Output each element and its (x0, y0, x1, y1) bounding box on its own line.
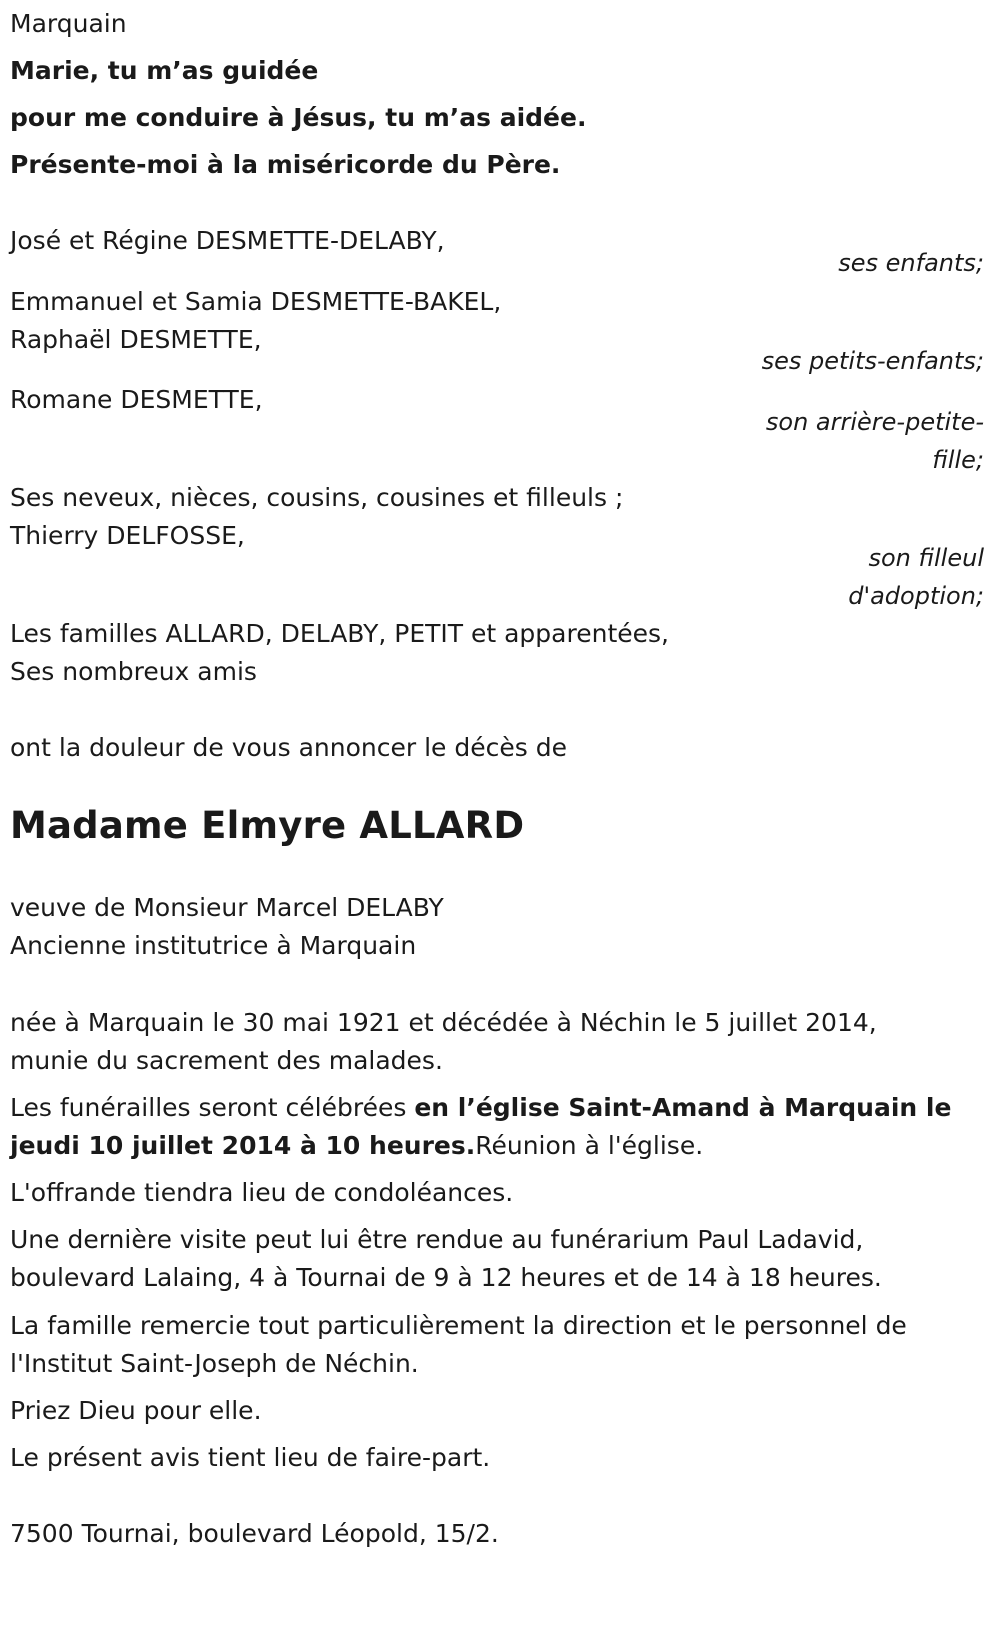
children-role: ses enfants; (838, 249, 984, 277)
pray-line: Priez Dieu pour elle. (10, 1396, 262, 1425)
friends-line: Ses nombreux amis (10, 657, 257, 686)
children-line-1: José et Régine DESMETTE-DELABY, (10, 226, 445, 255)
godson-line: Thierry DELFOSSE, (10, 521, 245, 550)
birth-death-line-1: née à Marquain le 30 mai 1921 et décédée à Néchin le 5 juillet 2014, (10, 1008, 877, 1037)
offering-line: L'offrande tiendra lieu de condoléances. (10, 1178, 514, 1207)
deceased-name: Madame Elmyre ALLARD (10, 804, 525, 847)
address-line: 7500 Tournai, boulevard Léopold, 15/2. (10, 1519, 499, 1548)
birth-death-line-2: munie du sacrement des malades. (10, 1046, 443, 1075)
children-line-2: Emmanuel et Samia DESMETTE-BAKEL, (10, 287, 502, 316)
funeral-line-1 (10, 1088, 951, 1127)
prayer-line-3: Présente-moi à la miséricorde du Père. (10, 150, 561, 179)
grandchild-role: ses petits-enfants; (761, 347, 984, 375)
place-label: Marquain (10, 9, 127, 38)
funeral-prefix: Les funérailles seront célébrées (10, 1093, 415, 1122)
godson-role-2: d'adoption; (848, 582, 984, 610)
funeral-line-2 (10, 1126, 703, 1165)
funeral-location: en l’église Saint-Amand à Marquain le (414, 1093, 952, 1122)
grandchild-line: Raphaël DESMETTE, (10, 325, 262, 354)
funeral-suffix: Réunion à l'église. (475, 1131, 704, 1160)
visit-line-1: Une dernière visite peut lui être rendue au funérarium Paul Ladavid, (10, 1225, 864, 1254)
prayer-line-2: pour me conduire à Jésus, tu m’as aidée. (10, 103, 587, 132)
great-grandchild-role-2: fille; (932, 446, 984, 474)
great-grandchild-line: Romane DESMETTE, (10, 385, 263, 414)
funeral-date: jeudi 10 juillet 2014 à 10 heures. (10, 1131, 476, 1160)
families-line: Les familles ALLARD, DELABY, PETIT et apparentées, (10, 619, 669, 648)
godson-role-1: son filleul (868, 544, 984, 572)
profession-line: Ancienne institutrice à Marquain (10, 931, 417, 960)
relatives-line: Ses neveux, nièces, cousins, cousines et filleuls ; (10, 483, 624, 512)
thanks-line-2: l'Institut Saint-Joseph de Néchin. (10, 1349, 419, 1378)
notice-line: Le présent avis tient lieu de faire-part. (10, 1443, 491, 1472)
thanks-line-1: La famille remercie tout particulièrement la direction et le personnel de (10, 1311, 907, 1340)
great-grandchild-role-1: son arrière-petite- (765, 408, 984, 436)
widow-of-line: veuve de Monsieur Marcel DELABY (10, 893, 444, 922)
prayer-line-1: Marie, tu m’as guidée (10, 56, 319, 85)
visit-line-2: boulevard Lalaing, 4 à Tournai de 9 à 12 heures et de 14 à 18 heures. (10, 1263, 882, 1292)
announcement-text: ont la douleur de vous annoncer le décès de (10, 733, 567, 762)
